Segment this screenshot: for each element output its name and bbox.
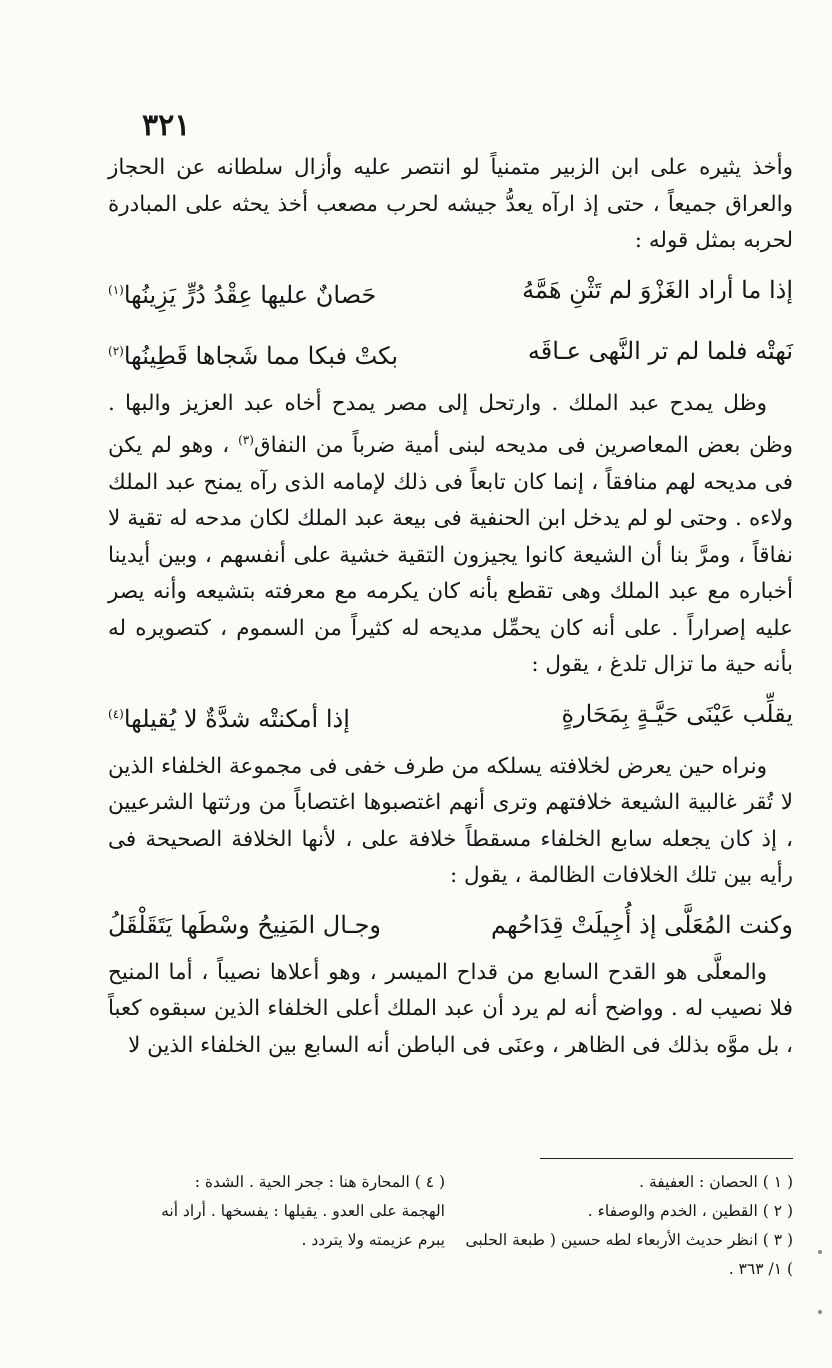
verse-4-second-hemistich: وجـال المَنِيحُ وسْطَها يَتَقَلْقَلُ: [108, 910, 382, 939]
verse-4: [108, 899, 793, 951]
paragraph-3: ونراه حين يعرض لخلافته يسلكه من طرف خفى فى مجموعة الخلفاء الذين لا تُقر غالبية الشيعة خلافتهم وترى أنهم اغتصبوها اغتصاباً من ورثتها الشرعيين ، إذ كان يجعله سابع الخلفاء مسقطاً خلافة على ، لأنها الخلافة الصحيحة فى رأيه بين تلك الخلافات الظالمة ، يقول :: [108, 753, 793, 889]
verse-2-first-hemistich: نَهتْه فلما لم تر النَّهى عـاقَه: [527, 336, 793, 365]
paragraph-1: وأخذ يثيره على ابن الزبير متمنياً لو انتصر عليه وأزال سلطانه عن الحجاز والعراق جميعاً ، حتى إذ ارآه يعدُّ جيشه لحرب مصعب أخذ يحثه على المبادرة لحربه بمثل قوله :: [108, 155, 793, 253]
paragraph-2-start: وظل يمدح عبد الملك . وارتحل إلى مصر يمدح أخاه عبد العزيز والبها . وظن بعض المعاصرين فى مديحه لبنى أمية ضرباً من النفاق: [108, 390, 793, 459]
page-number: ٣٢١: [142, 108, 191, 143]
scan-speck: [818, 1250, 822, 1254]
verse-3-first-hemistich: يقلِّب عَيْنَى حَيَّـةٍ بِمَحَارةٍ: [561, 699, 793, 728]
footnote-3: ( ٣ ) انظر حديث الأربعاء لطه حسين ( طبعة الحلبى ) ١/ ٣٦٣ .: [465, 1231, 793, 1278]
footnote-4-line-3: يبرم عزيمته ولا يتردد .: [301, 1231, 445, 1249]
verse-1-second-hemistich: [108, 264, 376, 321]
paragraph-4: والمعلَّى هو القدح السابع من قداح الميسر ، وهو أعلاها نصيباً ، أما المنيح فلا نصيب له . وواضح أنه لم يرد أن عبد الملك أعلى الخلفاء الذين سبقوه كعباً ، بل موَّه بذلك فى الظاهر ، وعنَى فى الباطن أنه السابع بين الخلفاء الذين لا: [108, 959, 793, 1058]
footnotes-left-column: [100, 1168, 445, 1255]
footnote-4-line-2: الهجمة على العدو . يقيلها : يفسخها . أراد أنه: [161, 1202, 445, 1220]
footnote-ref-3: (٣): [238, 433, 254, 447]
footnote-2: ( ٢ ) القطين ، الخدم والوصفاء .: [587, 1202, 793, 1220]
verse-2: [108, 325, 793, 382]
verse-3: [108, 688, 793, 745]
verse-1: [108, 264, 793, 321]
verse-3-second-text: إذا أمكنتْه شدَّةٌ لا يُقيلها: [123, 704, 350, 733]
footnote-1: ( ١ ) الحصان : العفيفة .: [639, 1173, 793, 1191]
verse-4-first-hemistich: وكنت المُعَلَّى إذ أُجِيلَتْ قِدَاحُهم: [491, 910, 793, 939]
verse-1-second-text: حَصانٌ عليها عِقْدُ دُرٍّ يَزِينُها: [123, 280, 377, 309]
footnotes-right-column: [460, 1168, 793, 1284]
main-text: [108, 150, 793, 1064]
footnote-ref-2: (٢): [108, 343, 124, 358]
verse-2-second-hemistich: [108, 325, 398, 382]
footnote-divider: [540, 1158, 793, 1159]
verse-1-first-hemistich: إذا ما أراد الغَزْوَ لم تَثْنِ هَمَّهُ: [522, 275, 793, 304]
footnote-ref-4: (٤): [108, 706, 124, 721]
verse-3-second-hemistich: [108, 688, 350, 745]
footnote-ref-1: (١): [108, 282, 124, 297]
footnote-4-line-1: ( ٤ ) المحارة هنا : جحر الحية . الشدة :: [194, 1173, 445, 1191]
scan-speck: [818, 1310, 822, 1314]
verse-2-second-text: بكتْ فبكا مما شَجاها قَطِينُها: [123, 341, 399, 370]
paragraph-2: [108, 386, 793, 684]
paragraph-2-rest: ، وهو لم يكن فى مديحه لهم منافقاً ، إنما كان تابعاً فى ذلك لإمامه الذى رآه يمنح عبد الملك ولاءه . وحتى لو لم يدخل ابن الحنفية فى بيعة عبد الملك لكان مدحه له تقية لا نفاقاً ، ومرَّ بنا أن الشيعة كانوا يجيزون التقية خشية على أنفسهم ، وبين أيدينا أخباره مع عبد الملك وهى تقطع بأنه كان يكرمه مع معرفته بتشيعه وأنه يصر عليه إصراراً . على أنه كان يحمِّل مديحه له كثيراً من السموم ، كتصويره له بأنه حية ما تزال تلدغ ، يقول :: [108, 433, 793, 678]
